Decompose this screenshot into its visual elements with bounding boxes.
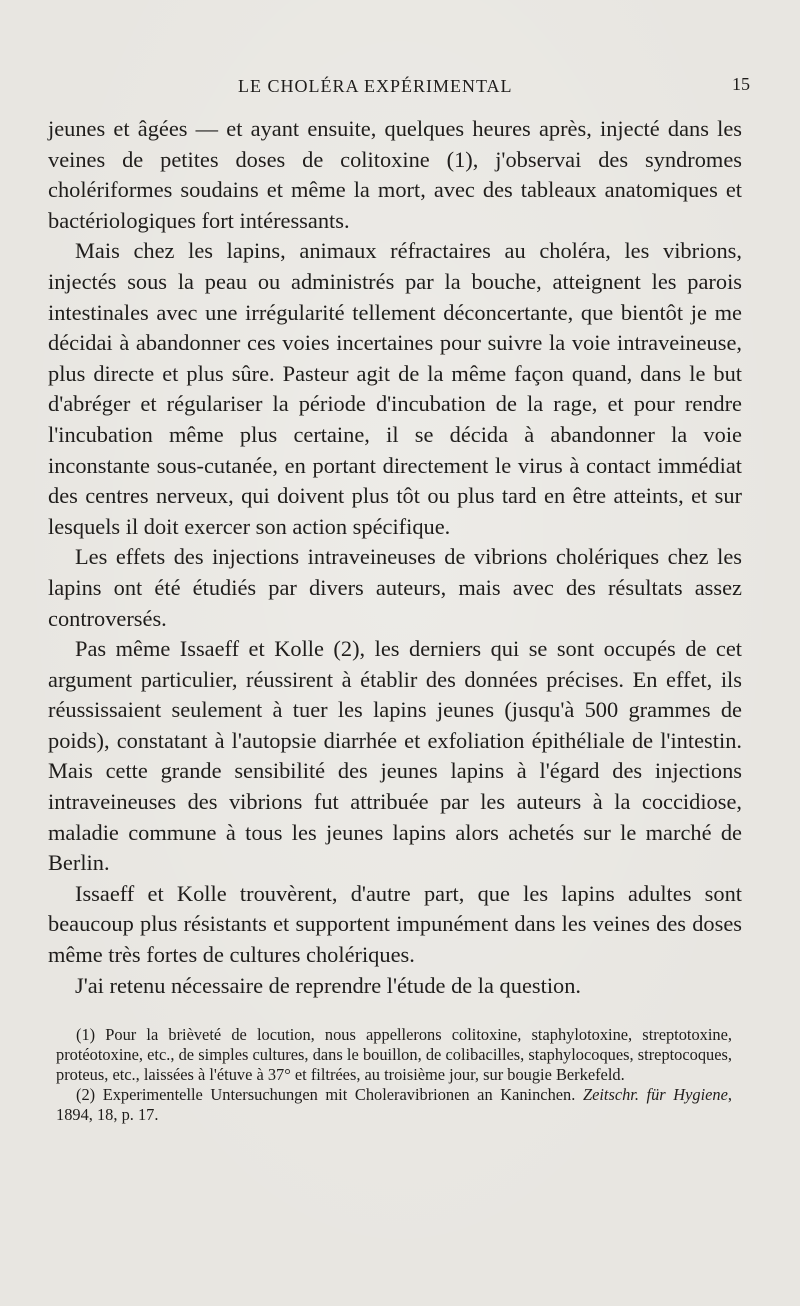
footnote-2-journal: Zeitschr. für Hygiene bbox=[582, 1085, 728, 1105]
footnote-2 bbox=[56, 1085, 732, 1125]
paragraph-1: jeunes et âgées — et ayant ensuite, quelques heures après, injecté dans les veines de petites doses de colitoxine (1), j'observai des syndromes cholériformes soudains et même la mort, avec des tableaux anatomiques et bactériologiques fort intéressants. bbox=[48, 116, 742, 233]
paragraph-3: Les effets des injections intraveineuses de vibrions cholériques chez les lapins ont été étudiés par divers auteurs, mais avec des résultats assez controversés. bbox=[48, 544, 742, 631]
footnote-1: (1) Pour la brièveté de locution, nous appellerons colitoxine, staphylotoxine, streptotoxine, protéotoxine, etc., de simples cultures, dans le bouillon, de colibacilles, staphylocoques, streptocoques, proteus, etc., laissées à l'étuve à 37° et filtrées, au troisième jour, sur bougie Berkefeld. bbox=[56, 1025, 732, 1085]
paragraph-6: J'ai retenu nécessaire de reprendre l'étude de la question. bbox=[75, 972, 582, 998]
running-title: LE CHOLÉRA EXPÉRIMENTAL bbox=[238, 76, 513, 96]
running-header bbox=[53, 70, 750, 102]
paragraph-5: Issaeff et Kolle trouvèrent, d'autre part, que les lapins adultes sont beaucoup plus résistants et supportent impunément dans les veines des doses même très fortes de cultures cholériques. bbox=[48, 880, 742, 968]
paragraph-4: Pas même Issaeff et Kolle (2), les derniers qui se sont occupés de cet argument particulier, réussirent à établir des données précises. En effet, ils réussissaient seulement à tuer les lapins jeunes (jusqu'à 500 grammes de poids), constatant à l'autopsie diarrhée et exfoliation épithéliale de l'intestin. Mais cette grande sensibilité des jeunes lapins à l'égard des injections intraveineuses des vibrions fut attribuée par les auteurs à la coccidiose, maladie commune à tous les jeunes lapins alors achetés sur le marché de Berlin. bbox=[48, 636, 742, 876]
footnote-2-text: (2) Experimentelle Untersuchungen mit Choleravibrionen an Kaninchen. bbox=[76, 1085, 576, 1105]
paragraph-2: Mais chez les lapins, animaux réfractaires au choléra, les vibrions, injectés sous la peau ou administrés par la bouche, atteignent les parois intestinales avec une irrégularité tellement déconcertante, que bientôt je me décidai à abandonner ces voies incertaines pour suivre la voie intraveineuse, plus directe et plus sûre. Pasteur agit de la même façon quand, dans le but d'abréger et régulariser la période d'incubation de la rage, et pour rendre l'incubation même plus certaine, il se décida à abandonner la voie inconstante sous-cutanée, en portant directement le virus à contact immédiat des centres nerveux, qui doivent plus tôt ou plus tard en être atteints, et sur lesquels il doit exercer son action spécifique. bbox=[48, 238, 742, 539]
footnotes bbox=[56, 1025, 732, 1125]
body-text bbox=[48, 114, 742, 1001]
page-number: 15 bbox=[732, 74, 750, 94]
footnote-2-reference: , 1894, 18, p. 17. bbox=[56, 1085, 732, 1125]
